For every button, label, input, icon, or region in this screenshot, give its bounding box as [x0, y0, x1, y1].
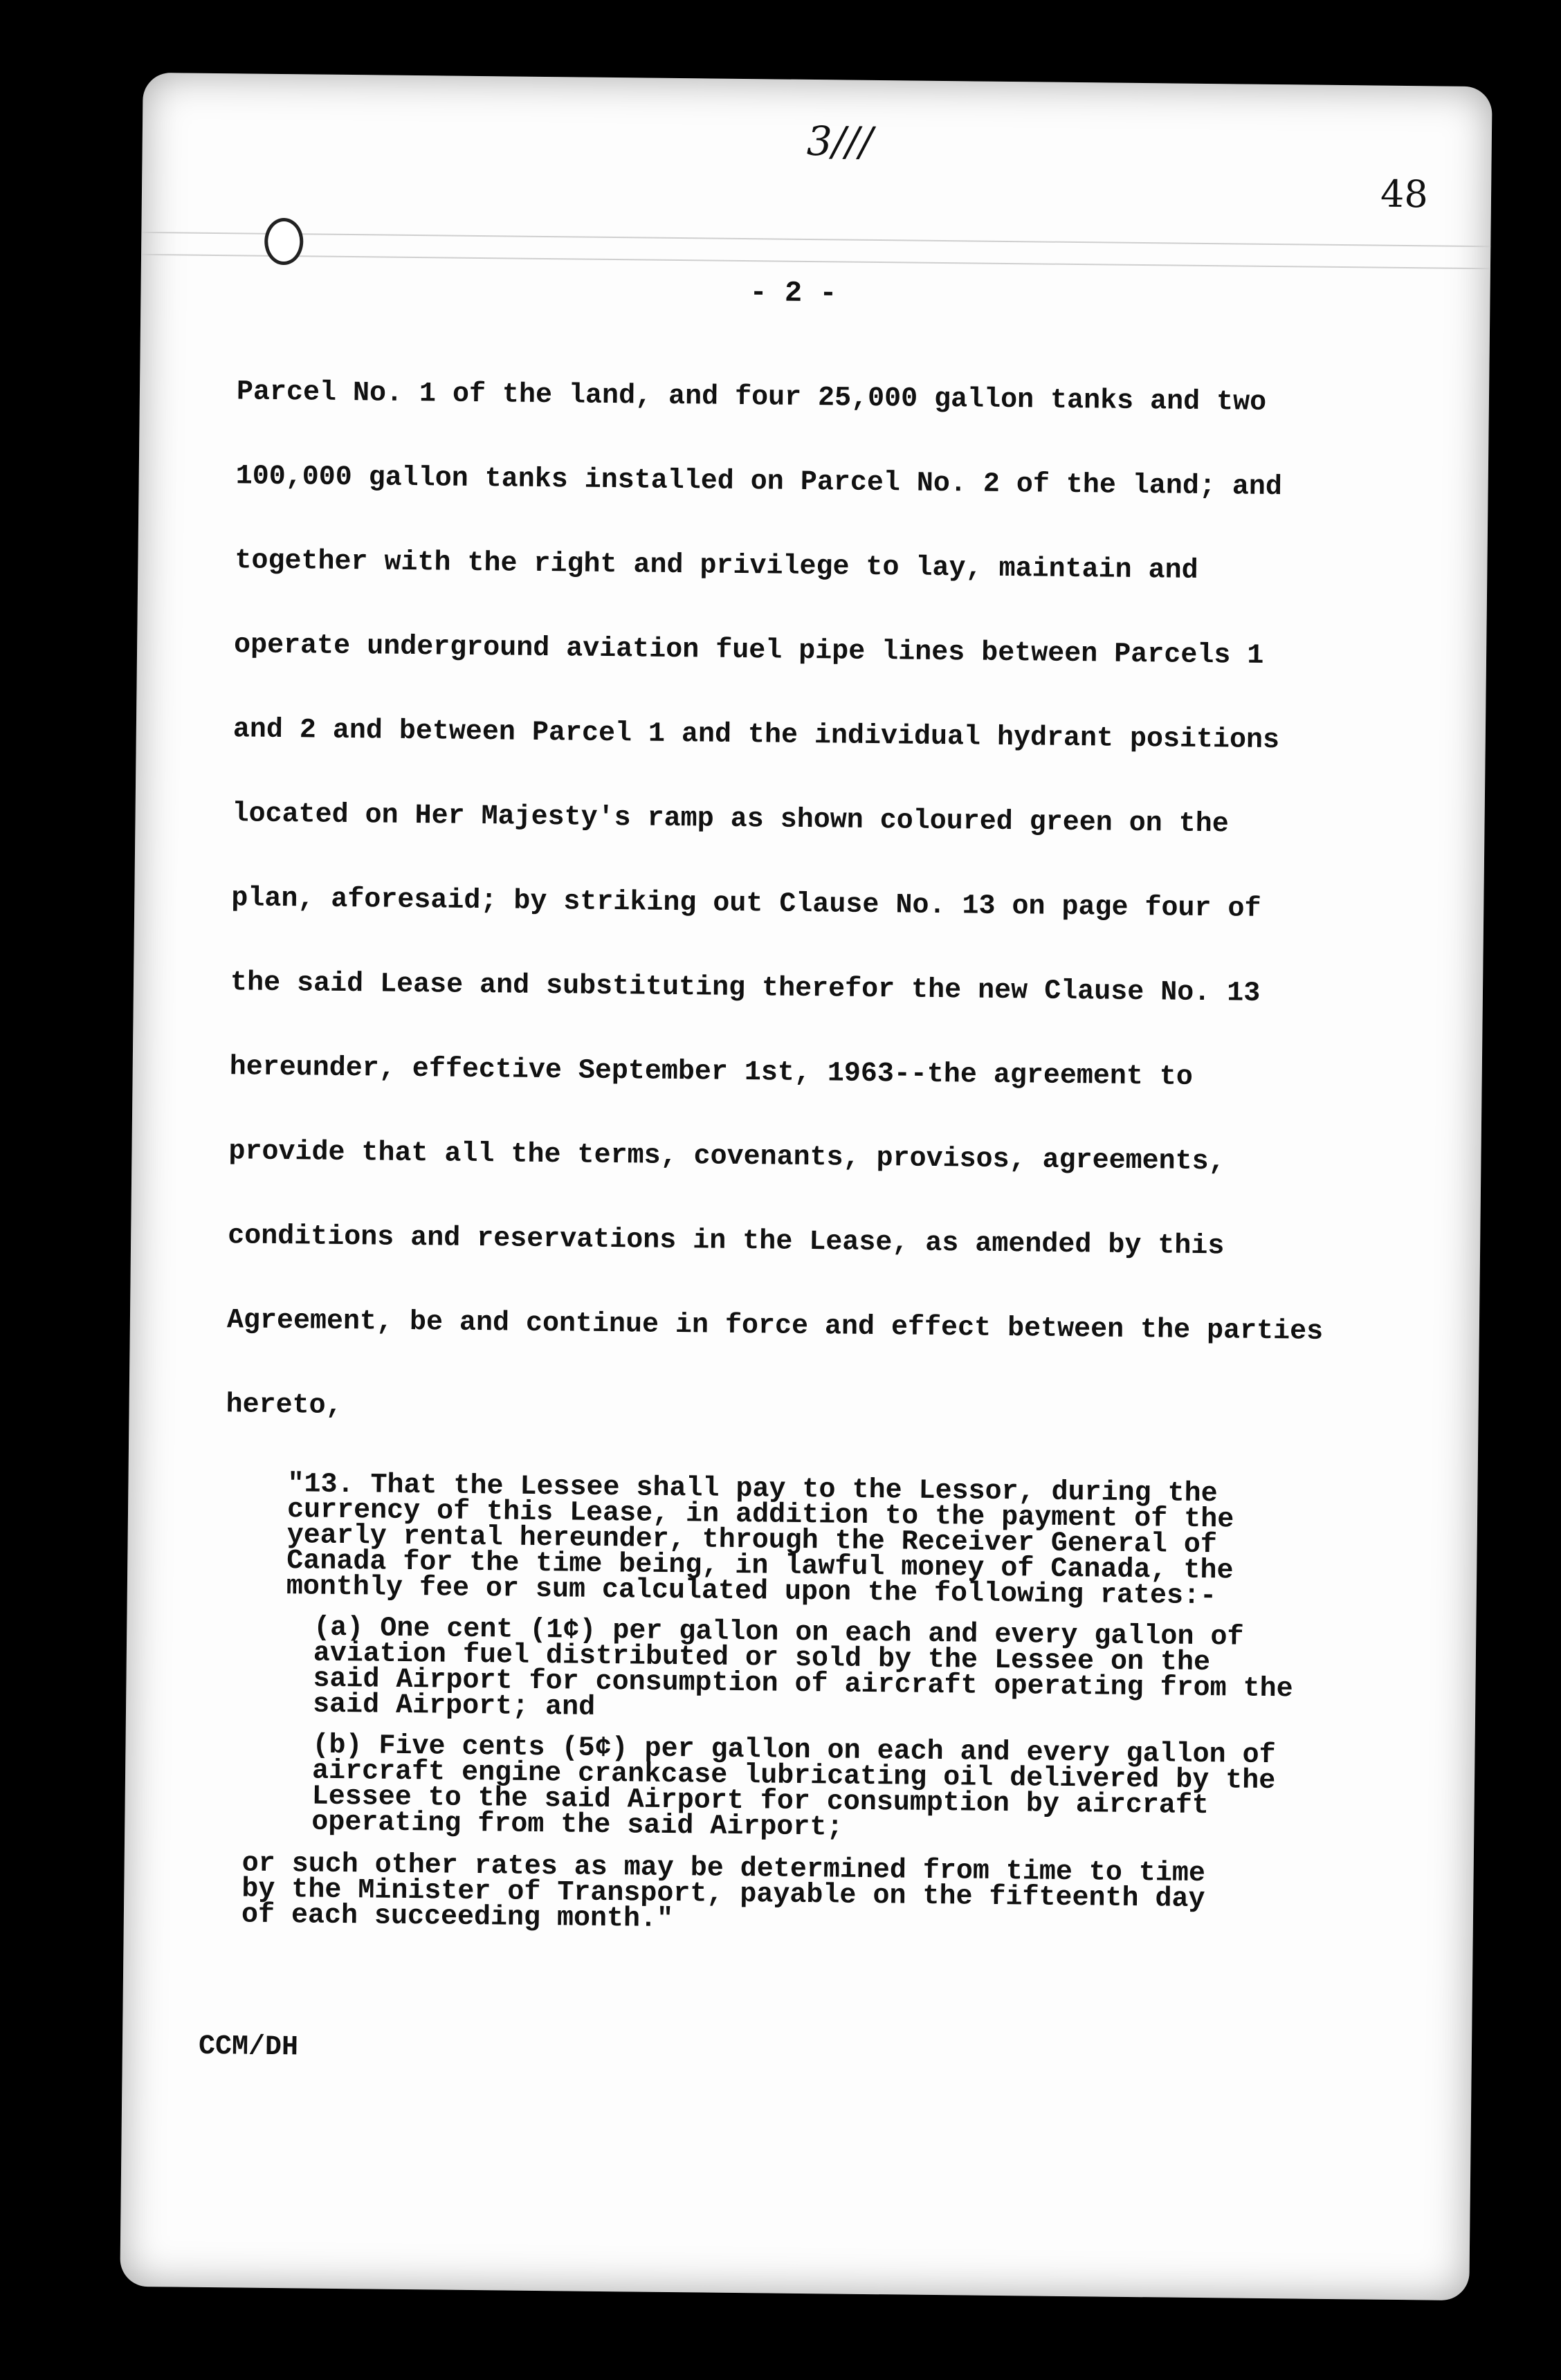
body-line: operate underground aviation fuel pipe lines between Parcels 1: [233, 630, 1264, 672]
document-sheet: [120, 73, 1492, 2300]
ruled-line: [141, 232, 1490, 247]
body-line: together with the right and privilege to lay, maintain and: [235, 545, 1198, 587]
body-line: and 2 and between Parcel 1 and the individual hydrant positions: [232, 714, 1280, 757]
typist-initials: CCM/DH: [198, 2031, 299, 2064]
body-line: hereunder, effective September 1st, 1963--the agreement to: [229, 1052, 1194, 1093]
body-line: the said Lease and substituting therefor the new Clause No. 13: [230, 967, 1261, 1009]
body-line: conditions and reservations in the Lease, as amended by this: [227, 1220, 1225, 1263]
body-line: Parcel No. 1 of the land, and four 25,000 gallon tanks and two: [236, 376, 1267, 419]
page-stamp-number: 48: [1380, 172, 1429, 217]
body-line: provide that all the terms, covenants, provisos, agreements,: [228, 1136, 1225, 1178]
clause-13-subclause-b: (b) Five cents (5¢) per gallon on each and every gallon of aircraft engine crankcase lubricating oil delivered by the Lessee to the said Airport for consumption by aircraft operating from the said Airport;: [311, 1730, 1276, 1844]
clause-13-subclause-a: (a) One cent (1¢) per gallon on each and every gallon of aviation fuel distributed or sold by the Lessee on the said Airport for consumption of aircraft operating from the said Airport; and: [312, 1612, 1293, 1723]
clause-13-block: [241, 1469, 1367, 1939]
body-line: plan, aforesaid; by striking out Clause No. 13 on page four of: [231, 883, 1261, 925]
body-line: hereto,: [226, 1389, 343, 1422]
body-paragraph: [226, 350, 1427, 1460]
punch-hole: [264, 218, 304, 266]
clause-13-closing: or such other rates as may be determined from time to time by the Minister of Transport, payable on the fifteenth day of each succeeding month.": [241, 1848, 1206, 1936]
ruled-line: [141, 254, 1490, 269]
body-line: located on Her Majesty's ramp as shown coloured green on the: [232, 798, 1229, 841]
page-number: - 2 -: [749, 276, 837, 311]
body-line: Agreement, be and continue in force and effect between the parties: [226, 1305, 1324, 1348]
body-line: 100,000 gallon tanks installed on Parcel No. 2 of the land; and: [235, 461, 1283, 504]
clause-13-intro: "13. That the Lessee shall pay to the Lessor, during the currency of this Lease, in addition to the payment of the yearly rental hereunder, through the Receiver General of Canada for the time being, in lawful money of Canada, the monthly fee or sum calculated upon the following rates:-: [286, 1469, 1234, 1613]
handwritten-reference: 3///: [806, 117, 873, 165]
